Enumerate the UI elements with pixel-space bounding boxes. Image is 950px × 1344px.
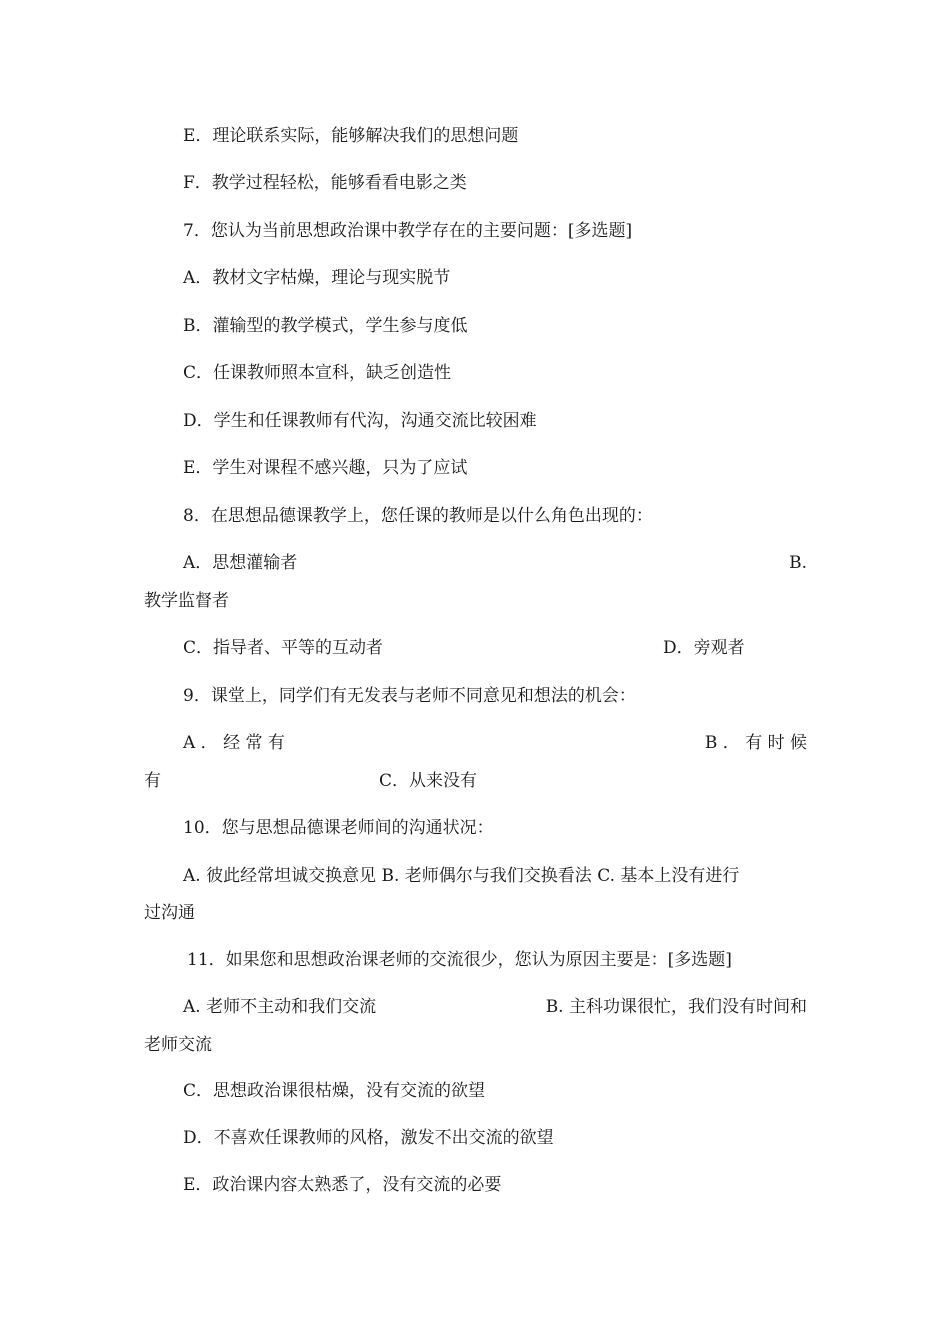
question-7-option-c: C．任课教师照本宣科，缺乏创造性	[183, 363, 452, 383]
question-8-option-a: A．思想灌输者	[183, 553, 298, 573]
question-11-option-e: E．政治课内容太熟悉了，没有交流的必要	[183, 1175, 502, 1195]
question-11: 11．如果您和思想政治课老师的交流很少，您认为原因主要是：[多选题]	[187, 950, 732, 970]
question-9: 9．课堂上，同学们有无发表与老师不同意见和想法的机会：	[183, 686, 636, 706]
question-9-option-a: A ． 经 常 有	[183, 733, 285, 753]
question-7-option-e: E．学生对课程不感兴趣，只为了应试	[183, 458, 468, 478]
question-11-option-a: A. 老师不主动和我们交流	[183, 997, 377, 1017]
question-10-options-tail: 过沟通	[144, 903, 195, 923]
question-8: 8．在思想品德课教学上，您任课的教师是以什么角色出现的：	[183, 506, 653, 526]
question-8-option-b-label: B.	[789, 553, 807, 573]
question-11-option-d: D．不喜欢任课教师的风格，激发不出交流的欲望	[183, 1128, 554, 1148]
question-9-option-b-tail: 有	[144, 771, 161, 791]
question-8-option-b-text: 教学监督者	[144, 591, 229, 611]
question-7-option-a: A．教材文字枯燥，理论与现实脱节	[183, 268, 451, 288]
question-10: 10．您与思想品德课老师间的沟通状况：	[183, 818, 494, 838]
question-9-option-b: B ． 有 时 候	[704, 733, 807, 753]
question-10-options: A. 彼此经常坦诚交换意见 B. 老师偶尔与我们交换看法 C. 基本上没有进行	[183, 866, 740, 886]
question-8-option-d: D．旁观者	[663, 638, 745, 658]
option-e-line: E．理论联系实际，能够解决我们的思想问题	[183, 126, 519, 146]
question-8-option-c: C．指导者、平等的互动者	[183, 638, 384, 658]
question-7-option-d: D．学生和任课教师有代沟，沟通交流比较困难	[183, 411, 537, 431]
option-f-line: F．教学过程轻松，能够看看电影之类	[183, 173, 467, 193]
question-9-option-c: C．从来没有	[379, 771, 478, 791]
question-11-option-b-tail: 老师交流	[144, 1035, 212, 1055]
question-7-option-b: B．灌输型的教学模式，学生参与度低	[183, 316, 468, 336]
question-11-option-b: B. 主科功课很忙，我们没有时间和	[545, 997, 807, 1017]
question-7: 7．您认为当前思想政治课中教学存在的主要问题：[多选题]	[183, 221, 633, 241]
question-11-option-c: C．思想政治课很枯燥，没有交流的欲望	[183, 1081, 486, 1101]
